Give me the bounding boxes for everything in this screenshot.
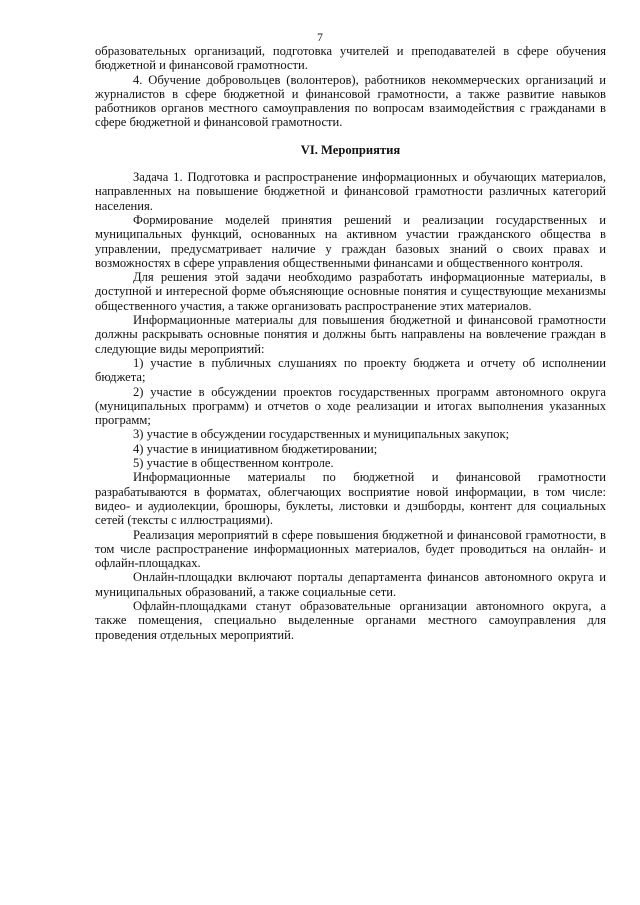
paragraph-item-4: 4. Обучение добровольцев (волонтеров), работников некоммерческих организаций и журналистов в сфере бюджетной и финансовой грамотности, а также развитие навыков работников органов местного самоуправления по вопросам взаимодействия с гражданами в сфере бюджетной и финансовой грамотности. <box>95 72 606 130</box>
paragraph-intro-continuation: образовательных организаций, подготовка учителей и преподавателей в сфере обучения бюджетной и финансовой грамотности. <box>95 44 606 73</box>
list-item-2: 2) участие в обсуждении проектов государственных программ автономного округа (муниципальных программ) и отчетов о ходе реализации и итогах выполнения указанных программ; <box>95 384 606 428</box>
page-number: 7 <box>317 32 323 44</box>
paragraph-online: Онлайн-площадки включают порталы департамента финансов автономного округа и муниципальных образований, а также социальные сети. <box>95 570 606 599</box>
paragraph-task-1: Задача 1. Подготовка и распространение информационных и обучающих материалов, направленных на повышение бюджетной и финансовой грамотности различных категорий населения. <box>95 170 606 213</box>
paragraph-offline: Офлайн-площадками станут образовательные организации автономного округа, а также помещения, специально выделенные органами местного самоуправления для проведения отдельных мероприятий. <box>95 598 606 642</box>
list-item-4: 4) участие в инициативном бюджетировании; <box>133 441 378 456</box>
list-item-3: 3) участие в обсуждении государственных и муниципальных закупок; <box>133 427 510 442</box>
paragraph-platforms: Реализация мероприятий в сфере повышения бюджетной и финансовой грамотности, в том числе распространение информационных материалов, будет проводиться на онлайн- и офлайн-площадках. <box>95 527 606 571</box>
paragraph-solution: Для решения этой задачи необходимо разработать информационные материалы, в доступной и интересной форме объясняющие основные понятия и существующие механизмы общественного участия, а также организовать распространение этих материалов. <box>95 270 606 313</box>
paragraph-materials: Информационные материалы для повышения бюджетной и финансовой грамотности должны раскрывать основные понятия и должны быть направлены на вовлечение граждан в следующие виды мероприятий: <box>95 313 606 356</box>
document-body <box>95 44 606 642</box>
list-item-5: 5) участие в общественном контроле. <box>133 456 334 471</box>
list-item-1: 1) участие в публичных слушаниях по проекту бюджета и отчету об исполнении бюджета; <box>95 355 606 385</box>
paragraph-models: Формирование моделей принятия решений и реализации государственных и муниципальных функций, основанных на активном участии гражданского общества в управлении, предусматривает наличие у граждан базовых знаний о своих правах и возможностях в сфере управления общественными финансами и общественного контроля. <box>95 212 606 270</box>
section-heading: VI. Мероприятия <box>300 142 401 157</box>
paragraph-formats: Информационные материалы по бюджетной и финансовой грамотности разрабатываются в форматах, облегчающих восприятие новой информации, в том числе: видео- и аудиолекции, брошюры, буклеты, листовки и дэшборды, контент для социальных сетей (тексты с иллюстрациями). <box>95 470 606 528</box>
